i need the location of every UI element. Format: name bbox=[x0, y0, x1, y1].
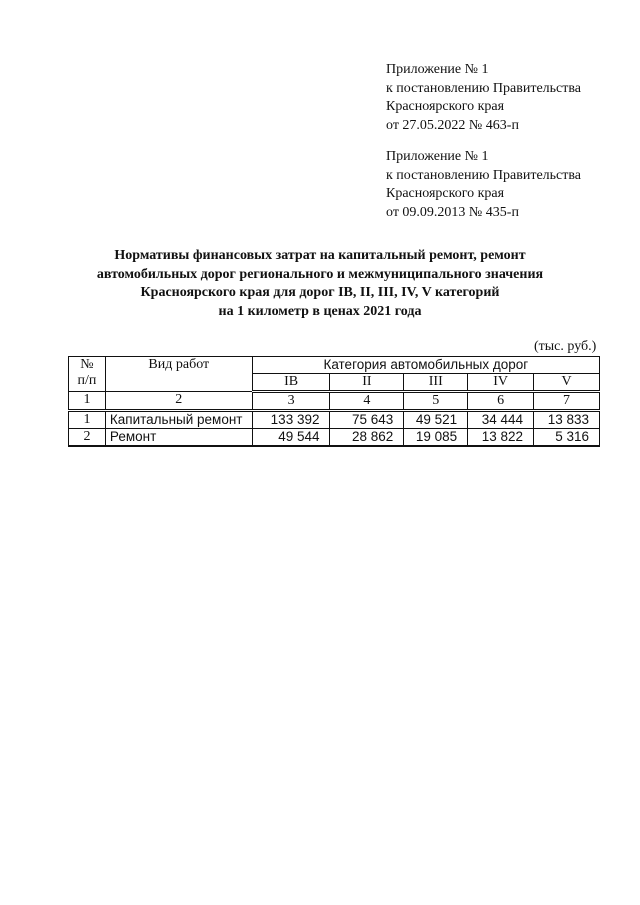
appendix-line: Красноярского края bbox=[386, 99, 505, 114]
appendix-line: от 27.05.2022 № 463-п bbox=[386, 117, 519, 133]
value-cell: 13 833 bbox=[534, 411, 600, 429]
column-number-cell: 6 bbox=[468, 392, 534, 411]
value-cell: 28 862 bbox=[330, 429, 404, 447]
appendix-line: от 09.09.2013 № 435-п bbox=[386, 204, 519, 220]
appendix-current bbox=[386, 61, 581, 135]
document-title bbox=[40, 247, 600, 321]
appendix-line: Красноярского края bbox=[386, 186, 505, 201]
title-line: Нормативы финансовых затрат на капитальный ремонт, ремонт bbox=[114, 248, 526, 263]
column-number-cell: 5 bbox=[404, 392, 468, 411]
category-cell: II bbox=[330, 374, 404, 392]
column-number-cell: 1 bbox=[69, 392, 106, 411]
title-line: Красноярского края для дорог IB, II, III, IV, V категорий bbox=[140, 285, 500, 300]
column-number-row bbox=[69, 392, 600, 411]
row-work-cell: Капитальный ремонт bbox=[105, 411, 252, 429]
value-cell: 34 444 bbox=[468, 411, 534, 429]
category-cell: V bbox=[534, 374, 600, 392]
appendix-line: Приложение № 1 bbox=[386, 62, 489, 77]
header-category-cell: Категория автомобильных дорог bbox=[252, 357, 599, 374]
value-cell: 19 085 bbox=[404, 429, 468, 447]
value-cell: 49 521 bbox=[404, 411, 468, 429]
row-num-cell: 1 bbox=[69, 411, 106, 429]
norms-table bbox=[68, 356, 600, 447]
value-cell: 13 822 bbox=[468, 429, 534, 447]
column-number-cell: 3 bbox=[252, 392, 330, 411]
value-cell: 49 544 bbox=[252, 429, 330, 447]
value-cell: 75 643 bbox=[330, 411, 404, 429]
header-row bbox=[69, 357, 600, 374]
value-cell: 5 316 bbox=[534, 429, 600, 447]
header-work-cell: Вид работ bbox=[105, 357, 252, 392]
appendix-line: к постановлению Правительства bbox=[386, 80, 582, 96]
appendix-original bbox=[386, 148, 581, 222]
appendix-line: к постановлению Правительства bbox=[386, 167, 582, 183]
category-cell: III bbox=[404, 374, 468, 392]
title-line: автомобильных дорог регионального и межмуниципального значения bbox=[96, 266, 544, 282]
row-num-cell: 2 bbox=[69, 429, 106, 447]
category-cell: IV bbox=[468, 374, 534, 392]
table-row bbox=[69, 411, 600, 429]
column-number-cell: 2 bbox=[105, 392, 252, 411]
column-number-cell: 4 bbox=[330, 392, 404, 411]
units-label: (тыс. руб.) bbox=[534, 339, 597, 354]
title-line: на 1 километр в ценах 2021 года bbox=[218, 303, 422, 319]
appendix-line: Приложение № 1 bbox=[386, 149, 489, 164]
column-number-cell: 7 bbox=[534, 392, 600, 411]
row-work-cell: Ремонт bbox=[105, 429, 252, 447]
value-cell: 133 392 bbox=[252, 411, 330, 429]
header-num-cell: № п/п bbox=[69, 357, 106, 392]
table-row bbox=[69, 429, 600, 447]
category-cell: IB bbox=[252, 374, 330, 392]
